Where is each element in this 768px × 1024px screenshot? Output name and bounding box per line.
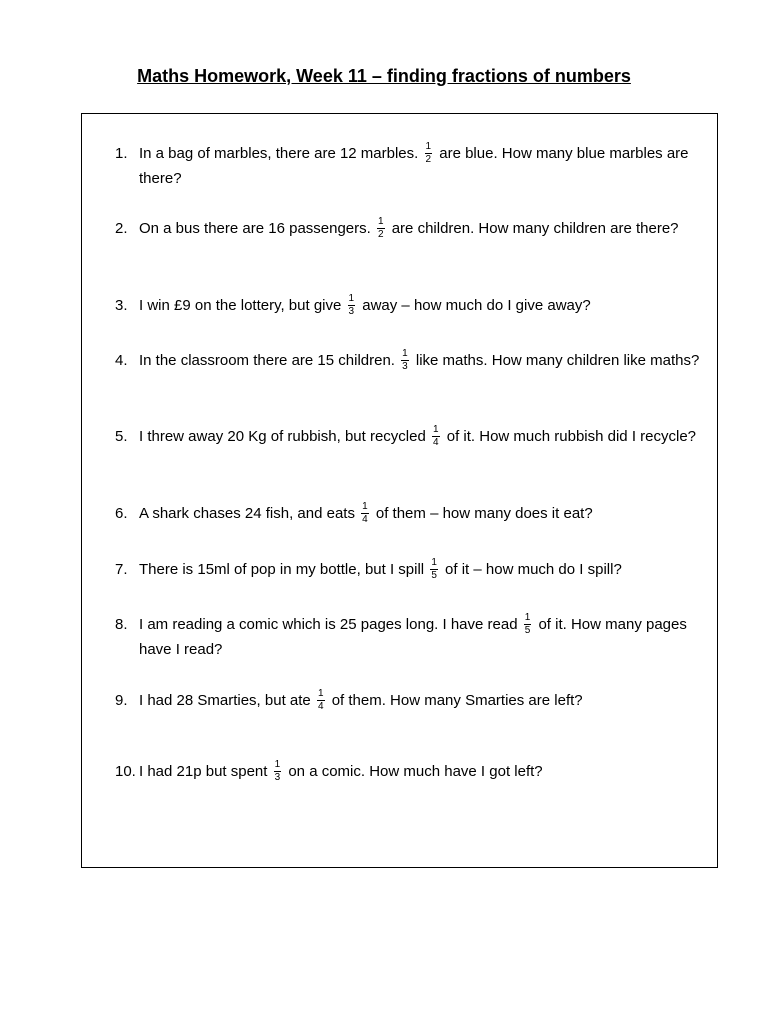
- question-text-after: are children. How many children are there?: [391, 220, 679, 237]
- question-text-after: of them. How many Smarties are left?: [331, 692, 583, 709]
- fraction-numerator: 1: [425, 140, 432, 152]
- question-number: 4.: [115, 352, 128, 369]
- fraction-numerator: 1: [402, 347, 408, 359]
- fraction-numerator: 1: [431, 556, 437, 568]
- question-item: [115, 348, 710, 373]
- question-number: 1.: [115, 145, 128, 162]
- fraction-denominator: 3: [348, 305, 355, 317]
- fraction-numerator: 1: [274, 758, 281, 770]
- question-text: [139, 141, 710, 191]
- question-item: [115, 293, 710, 318]
- question-text-before: I win £9 on the lottery, but give: [139, 297, 342, 314]
- fraction: [524, 613, 532, 636]
- question-item: [115, 688, 710, 713]
- question-text-after: on a comic. How much have I got left?: [288, 763, 543, 780]
- fraction-numerator: 1: [524, 611, 531, 623]
- question-item: [115, 501, 710, 526]
- question-text-before: In a bag of marbles, there are 12 marbles.: [139, 145, 419, 162]
- question-item: [115, 216, 710, 241]
- fraction-numerator: 1: [362, 500, 368, 512]
- question-text-before: I am reading a comic which is 25 pages long. I have read: [139, 616, 518, 633]
- question-text-after: of them – how many does it eat?: [375, 505, 593, 522]
- question-text-before: A shark chases 24 fish, and eats: [139, 505, 355, 522]
- question-text-before: I had 28 Smarties, but ate: [139, 692, 311, 709]
- fraction-denominator: 3: [402, 360, 408, 372]
- question-text-after: are blue. How many blue marbles are there?: [139, 145, 689, 187]
- question-item: [115, 612, 710, 662]
- fraction-denominator: 5: [431, 569, 437, 581]
- question-item: [115, 141, 710, 191]
- question-number: 10.: [115, 763, 136, 780]
- question-text: [139, 424, 710, 449]
- fraction: [432, 425, 440, 448]
- question-text-after: like maths. How many children like maths?: [415, 352, 700, 369]
- fraction-denominator: 4: [433, 436, 439, 448]
- question-text: [139, 348, 710, 373]
- question-item: [115, 557, 710, 582]
- question-text-after: away – how much do I give away?: [362, 297, 591, 314]
- question-item: [115, 759, 710, 784]
- question-text-before: I threw away 20 Kg of rubbish, but recycled: [139, 428, 426, 445]
- question-number: 5.: [115, 428, 128, 445]
- question-text: [139, 216, 710, 241]
- fraction-denominator: 4: [362, 513, 368, 525]
- fraction-denominator: 2: [425, 153, 432, 165]
- fraction-denominator: 3: [274, 771, 281, 783]
- fraction: [425, 142, 433, 165]
- fraction: [274, 760, 282, 783]
- fraction-numerator: 1: [348, 292, 355, 304]
- question-number: 7.: [115, 561, 128, 578]
- question-item: [115, 424, 710, 449]
- question-text-before: In the classroom there are 15 children.: [139, 352, 395, 369]
- question-text-after: of it. How much rubbish did I recycle?: [446, 428, 697, 445]
- question-text-after: of it – how much do I spill?: [445, 561, 622, 578]
- question-text: [139, 759, 710, 784]
- question-text: [139, 293, 710, 318]
- question-number: 8.: [115, 616, 128, 633]
- fraction: [430, 558, 438, 581]
- fraction-numerator: 1: [433, 423, 439, 435]
- fraction: [377, 217, 385, 240]
- page-title: Maths Homework, Week 11 – finding fractions of numbers: [137, 66, 631, 86]
- question-text: [139, 557, 710, 582]
- question-text-before: I had 21p but spent: [139, 763, 268, 780]
- fraction-denominator: 5: [524, 624, 531, 636]
- question-text-before: There is 15ml of pop in my bottle, but I spill: [139, 561, 425, 578]
- fraction-denominator: 4: [317, 700, 324, 712]
- question-text: [139, 612, 710, 662]
- fraction-denominator: 2: [377, 228, 384, 240]
- question-number: 9.: [115, 692, 128, 709]
- question-number: 2.: [115, 220, 128, 237]
- fraction: [401, 349, 409, 372]
- question-number: 3.: [115, 297, 128, 314]
- fraction: [348, 294, 356, 317]
- fraction-numerator: 1: [317, 687, 324, 699]
- question-number: 6.: [115, 505, 128, 522]
- fraction: [317, 689, 325, 712]
- question-text: [139, 688, 710, 713]
- question-text-before: On a bus there are 16 passengers.: [139, 220, 371, 237]
- question-text: [139, 501, 710, 526]
- question-text-after: of it. How many pages have I read?: [139, 616, 687, 658]
- fraction-numerator: 1: [377, 215, 384, 227]
- fraction: [361, 502, 369, 525]
